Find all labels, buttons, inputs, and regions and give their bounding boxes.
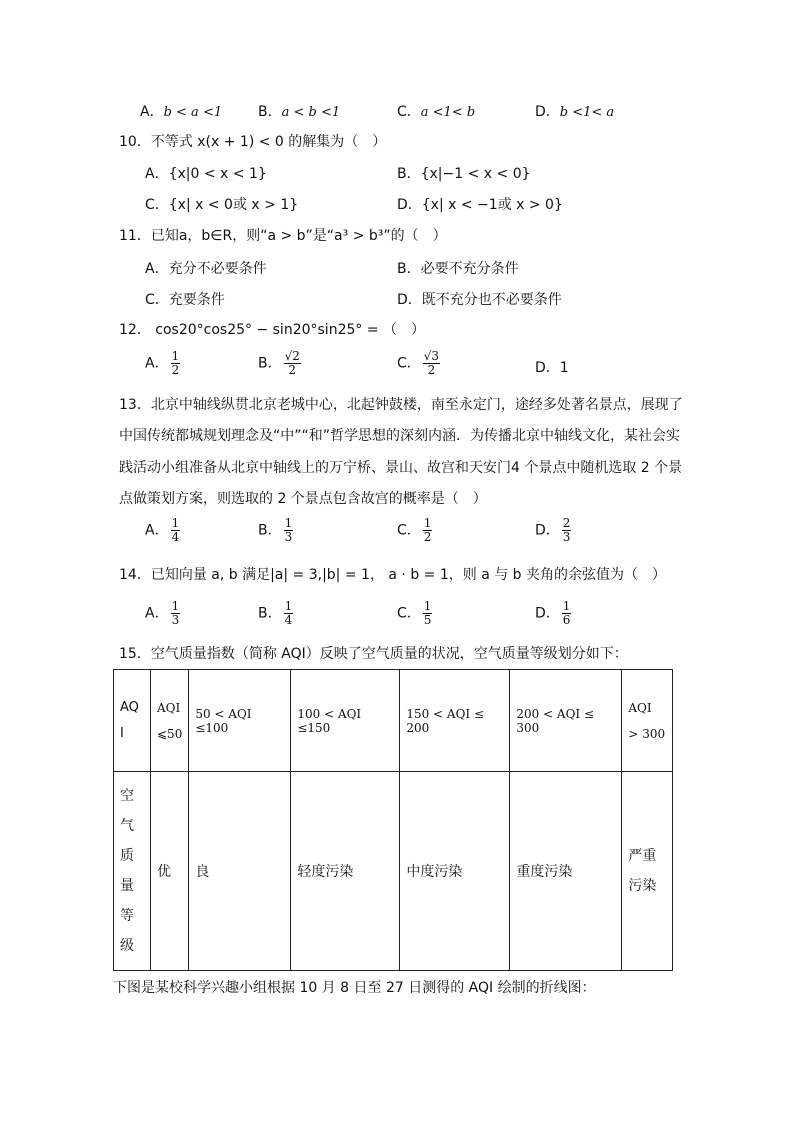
table-cell: 200 < AQI ≤ 300: [510, 670, 622, 772]
q14-option-b: B． $\frac{1}{4}$: [258, 599, 293, 627]
q13-line-3: 践活动小组准备从北京中轴线上的万宁桥、景山、故宫和天安门4 个景点中随机选取 2 个景: [119, 460, 683, 476]
q14-stem: 14．已知向量 a, b 满足|a| = 3,|b| = 1， a · b = 1，则 a 与 b 夹角的余弦值为（ ）: [119, 567, 667, 583]
q11-option-b: B．必要不充分条件: [397, 261, 519, 277]
q9-option-c: C．a <1< b: [397, 104, 476, 120]
q11-option-c: C．充要条件: [145, 292, 225, 308]
q10-option-d: D．{x| x < −1或 x > 0}: [397, 197, 563, 213]
q12-stem: 12． cos20°cos25° − sin20°sin25° = （ ）: [119, 322, 426, 338]
q13-line-1: 13．北京中轴线纵贯北京老城中心，北起钟鼓楼，南至永定门，途经多处著名景点，展现了: [119, 397, 683, 413]
table-cell: AQ I: [114, 670, 151, 772]
q10-option-b: B．{x|−1 < x < 0}: [397, 166, 531, 182]
q12-option-a: A． $\frac{1}{2}$: [145, 349, 180, 377]
q11-option-d: D．既不充分也不必要条件: [397, 292, 562, 308]
q10-option-c: C．{x| x < 0或 x > 1}: [145, 197, 299, 213]
q13-option-d: D． $\frac{2}{3}$: [535, 516, 571, 544]
q12-option-c: C． $\frac{√3}{2}$: [397, 349, 440, 377]
table-cell: 50 < AQI ≤100: [189, 670, 291, 772]
q15-stem: 15．空气质量指数（简称 AQI）反映了空气质量的状况，空气质量等级划分如下：: [119, 646, 628, 662]
q13-line-2: 中国传统都城规划理念及“中”“和”哲学思想的深刻内涵．为传播北京中轴线文化，某社会实: [119, 428, 681, 444]
q13-option-b: B． $\frac{1}{3}$: [258, 516, 293, 544]
table-cell: 严重 污染: [622, 772, 673, 971]
q13-line-4: 点做策划方案，则选取的 2 个景点包含故宫的概率是（ ）: [119, 491, 487, 507]
q10-option-a: A．{x|0 < x < 1}: [145, 166, 267, 182]
q11-option-a: A．充分不必要条件: [145, 261, 267, 277]
table-cell: 150 < AQI ≤ 200: [400, 670, 510, 772]
q13-option-c: C． $\frac{1}{2}$: [397, 516, 432, 544]
q12-option-d: D．1: [535, 360, 569, 376]
table-cell: 100 < AQI ≤150: [291, 670, 400, 772]
table-cell: 良: [189, 772, 291, 971]
table-cell: AQI ⩽50: [151, 670, 189, 772]
q14-option-c: C． $\frac{1}{5}$: [397, 599, 432, 627]
table-cell: 轻度污染: [291, 772, 400, 971]
q9-option-d: D．b <1< a: [535, 104, 615, 120]
table-header-row: [114, 670, 673, 772]
table-cell: 重度污染: [510, 772, 622, 971]
table-cell: AQI > 300: [622, 670, 673, 772]
q14-option-d: D． $\frac{1}{6}$: [535, 599, 571, 627]
q11-stem: 11．已知a，b∈R，则“a > b”是“a³ > b³”的（ ）: [119, 228, 447, 244]
table-row: [114, 772, 673, 971]
q12-option-b: B． $\frac{√2}{2}$: [258, 349, 300, 377]
aqi-level-table: [113, 669, 673, 971]
q10-stem: 10．不等式 x(x + 1) < 0 的解集为（ ）: [119, 134, 387, 150]
q9-option-b: B．a < b <1: [258, 104, 341, 120]
q13-option-a: A． $\frac{1}{4}$: [145, 516, 180, 544]
q9-option-a: A．b < a <1: [140, 104, 223, 120]
q15-chart-intro: 下图是某校科学兴趣小组根据 10 月 8 日至 27 日测得的 AQI 绘制的折线图：: [113, 980, 596, 996]
table-cell: 优: [151, 772, 189, 971]
q14-option-a: A． $\frac{1}{3}$: [145, 599, 180, 627]
table-cell: 中度污染: [400, 772, 510, 971]
table-cell: 空 气 质 量 等 级: [114, 772, 151, 971]
